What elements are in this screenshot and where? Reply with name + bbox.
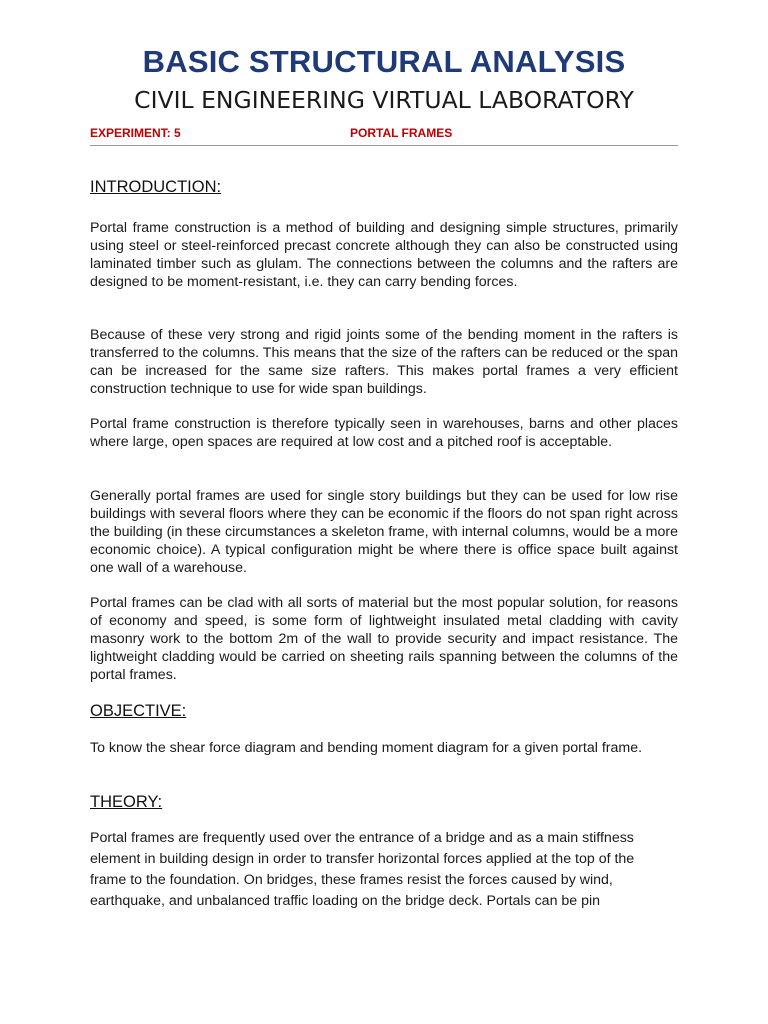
introduction-paragraph-1: Portal frame construction is a method of building and designing simple structures, primarily using steel or steel-reinforced precast concrete although they can also be constructed using laminated timber such as glulam. The connections between the columns and the rafters are designed to be moment-resistant, i.e. they can carry bending forces. [90,220,678,290]
objective-paragraph: To know the shear force diagram and bending moment diagram for a given portal frame. [90,740,643,756]
document-subtitle: CIVIL ENGINEERING VIRTUAL LABORATORY [134,86,634,114]
introduction-paragraph-4: Generally portal frames are used for single story buildings but they can be used for low rise buildings with several floors where they can be economic if the floors do not span right across the building (in these circumstances a skeleton frame, with internal columns, would be a more economic choice). A typical configuration might be where there is office space built against one wall of a warehouse. [90,488,678,576]
introduction-paragraph-2: Because of these very strong and rigid joints some of the bending moment in the rafters is transferred to the columns. This means that the size of the rafters can be reduced or the span can be increased for the same size rafters. This makes portal frames a very efficient construction technique to use for wide span buildings. [90,327,678,397]
introduction-heading: INTRODUCTION: [90,178,222,196]
document-title: BASIC STRUCTURAL ANALYSIS [142,44,626,79]
theory-paragraph: Portal frames are frequently used over the entrance of a bridge and as a main stiffness element in building design in order to transfer horizontal forces applied at the top of the frame to the foundation. On bridges, these frames resist the forces caused by wind, earthquake, and unbalanced traffic loading on the bridge deck. Portals can be pin [90,830,635,909]
introduction-paragraph-5: Portal frames can be clad with all sorts of material but the most popular solution, for reasons of economy and speed, is some form of lightweight insulated metal cladding with cavity masonry work to the bottom 2m of the wall to provide security and impact resistance. The lightweight cladding would be carried on sheeting rails spanning between the columns of the portal frames. [90,595,678,683]
objective-heading: OBJECTIVE: [90,702,187,720]
experiment-info-row [90,126,678,142]
theory-heading: THEORY: [90,793,163,811]
experiment-topic: PORTAL FRAMES [350,126,453,140]
introduction-paragraph-3: Portal frame construction is therefore typically seen in warehouses, barns and other places where large, open spaces are required at low cost and a pitched roof is acceptable. [90,416,678,450]
header-divider [90,145,678,146]
experiment-number: EXPERIMENT: 5 [90,126,181,140]
